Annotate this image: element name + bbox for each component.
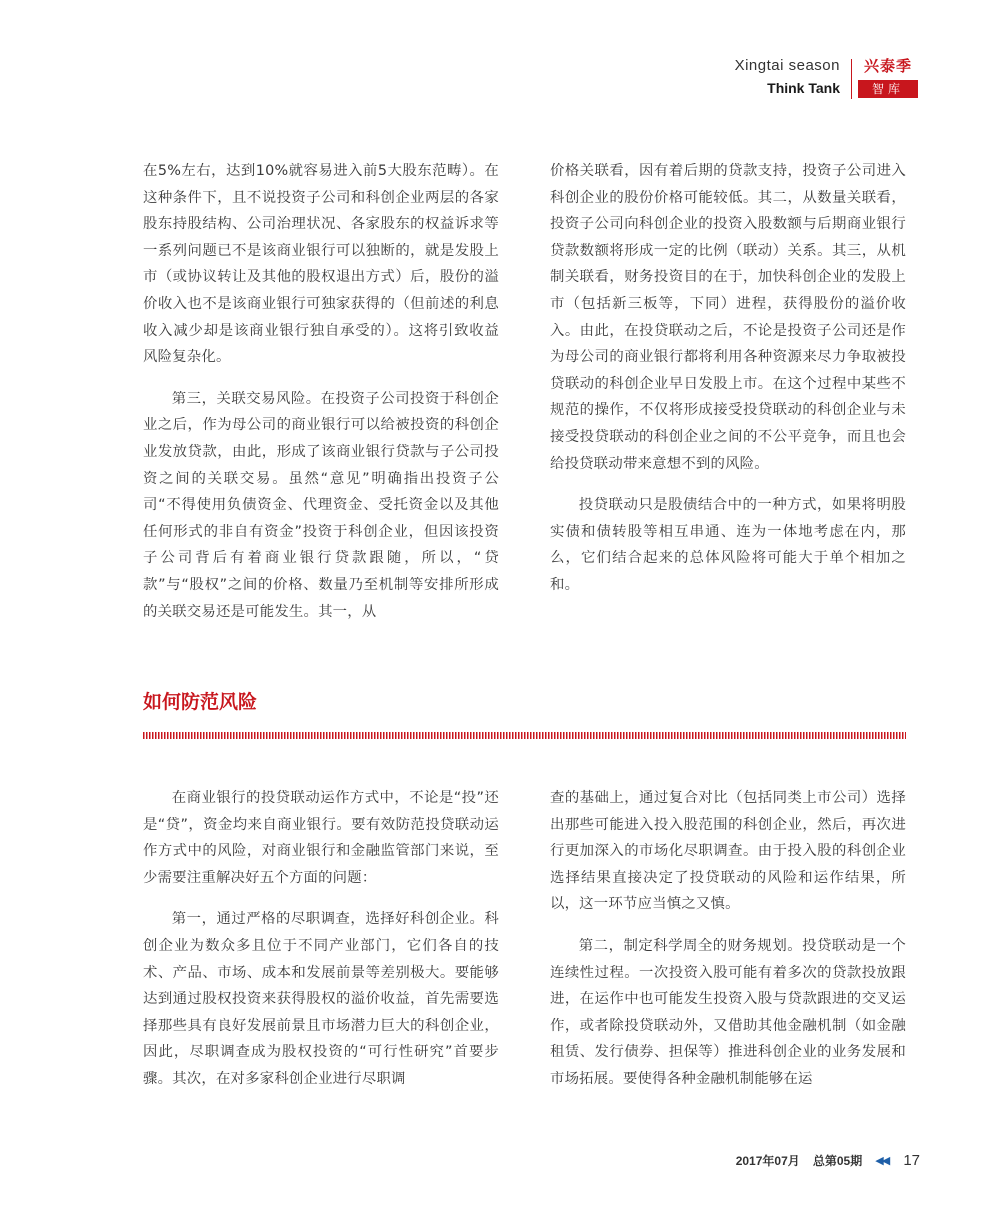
section-divider (143, 732, 906, 739)
brand-subtitle: Think Tank (767, 80, 840, 96)
paragraph: 查的基础上，通过复合对比（包括同类上市公司）选择出那些可能进入投入股范围的科创企业，然后，再次进行更加深入的市场化尽职调查。由于投入股的科创企业选择结果直接决定了投贷联动的风险和运作结果，所以，这一环节应当慎之又慎。 (550, 790, 906, 913)
column-bottom-left (143, 785, 499, 1108)
page-footer (736, 1150, 920, 1172)
column-bottom-right (550, 785, 906, 1108)
logo-block (858, 55, 918, 98)
paragraph: 第二，制定科学周全的财务规划。投贷联动是一个连续性过程。一次投资入股可能有着多次的贷款投放跟进，在运作中也可能发生投资入股与贷款跟进的交叉运作，或者除投贷联动外，又借助其他金融机制（如金融租赁、发行债券、担保等）推进科创企业的业务发展和市场拓展。要使得各种金融机制能够在运 (550, 937, 906, 1087)
page-number: 17 (903, 1152, 920, 1169)
issue-number: 总第05期 (812, 1154, 863, 1168)
brand-block (640, 55, 840, 99)
double-arrow-left-icon: ◀◀ (875, 1154, 889, 1167)
logo-tag: 智库 (858, 80, 918, 98)
issue-date: 2017年07月 (735, 1154, 800, 1168)
paragraph: 在5%左右，达到10%就容易进入前5大股东范畴）。在这种条件下，且不说投资子公司和科创企业两层的各家股东持股结构、公司治理状况、各家股东的权益诉求等一系列问题已不是该商业银行可以独断的，就是发股上市（或协议转让及其他的股权退出方式）后，股份的溢价收入也不是该商业银行可独家获得的（但前述的利息收入减少却是该商业银行独自承受的）。这将引致收益风险复杂化。 (143, 163, 499, 366)
paragraph: 在商业银行的投贷联动运作方式中，不论是“投”还是“贷”，资金均来自商业银行。要有效防范投贷联动运作方式中的风险，对商业银行和金融监管部门来说，至少需要注重解决好五个方面的问题： (143, 790, 499, 886)
column-top-left (143, 158, 499, 640)
paragraph: 第三，关联交易风险。在投资子公司投资于科创企业之后，作为母公司的商业银行可以给被投资的科创企业发放贷款，由此，形成了该商业银行贷款与子公司投资之间的关联交易。虽然“意见”明确指出投资子公司“不得使用负债资金、代理资金、受托资金以及其他任何形式的非自有资金”投资于科创企业，但因该投资子公司背后有着商业银行贷款跟随，所以，“贷款”与“股权”之间的价格、数量乃至机制等安排所形成的关联交易还是可能发生。其一，从 (143, 390, 499, 620)
brand-english-name: Xingtai season (734, 57, 840, 74)
paragraph: 第一，通过严格的尽职调查，选择好科创企业。科创企业为数众多且位于不同产业部门，它们各自的技术、产品、市场、成本和发展前景等差别极大。要能够达到通过股权投资来获得股权的溢价收益，首先需要选择那些具有良好发展前景且市场潜力巨大的科创企业，因此，尽职调查成为股权投资的“可行性研究”首要步骤。其次，在对多家科创企业进行尽职调 (143, 911, 499, 1087)
logo-chinese: 兴泰季 (863, 57, 912, 75)
column-top-right (550, 158, 906, 614)
paragraph: 价格关联看，因有着后期的贷款支持，投资子公司进入科创企业的股份价格可能较低。其二，从数量关联看，投资子公司向科创企业的投资入股数额与后期商业银行贷款数额将形成一定的比例（联动）关系。其三，从机制关联看，财务投资目的在于，加快科创企业的发股上市（包括新三板等，下同）进程，获得股份的溢价收入。由此，在投贷联动之后，不论是投资子公司还是作为母公司的商业银行都将利用各种资源来尽力争取被投贷联动的科创企业早日发股上市。在这个过程中某些不规范的操作，不仅将形成接受投贷联动的科创企业与未接受投贷联动的科创企业之间的不公平竞争，而且也会给投贷联动带来意想不到的风险。 (550, 163, 906, 472)
paragraph: 投贷联动只是股债结合中的一种方式，如果将明股实债和债转股等相互串通、连为一体地考虑在内，那么，它们结合起来的总体风险将可能大于单个相加之和。 (550, 497, 906, 593)
header-divider (851, 59, 852, 99)
section-title: 如何防范风险 (143, 691, 258, 713)
